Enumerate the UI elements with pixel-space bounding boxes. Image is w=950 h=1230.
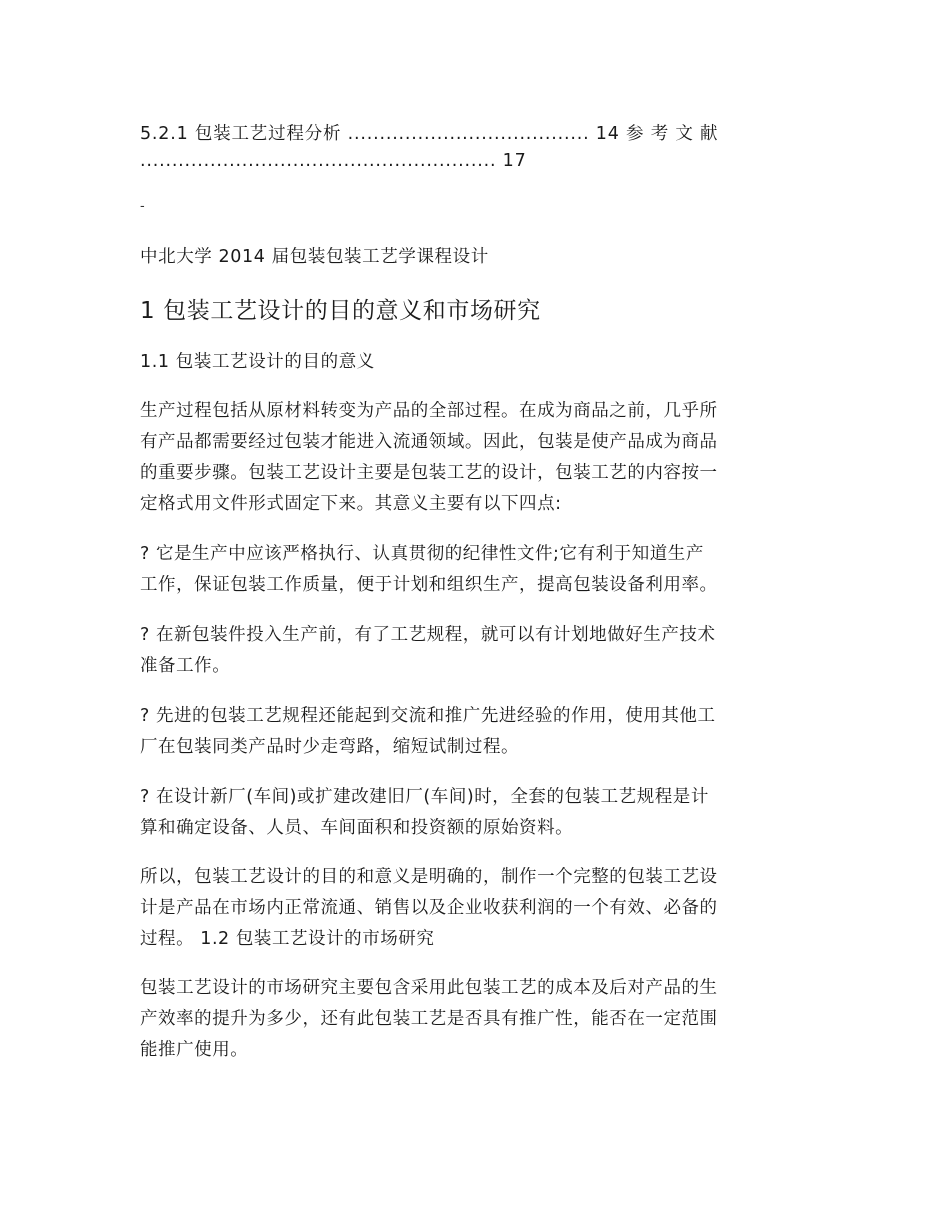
paragraph-line: 算和确定设备、人员、车间面积和投资额的原始资料。 bbox=[140, 818, 574, 838]
bullet-point-3 bbox=[140, 701, 815, 763]
paragraph-line: ? 它是生产中应该严格执行、认真贯彻的纪律性文件;它有利于知道生产 bbox=[140, 544, 704, 564]
running-header: 中北大学 2014 届包装包装工艺学课程设计 bbox=[140, 247, 489, 267]
paragraph-line: 所以，包装工艺设计的目的和意义是明确的，制作一个完整的包装工艺设 bbox=[140, 867, 718, 887]
paragraph-line: 的重要步骤。包装工艺设计主要是包装工艺的设计，包装工艺的内容按一 bbox=[140, 463, 718, 483]
paragraph-line: 能推广使用。 bbox=[140, 1040, 249, 1060]
paragraph-line: 产效率的提升为多少，还有此包装工艺是否具有推广性，能否在一定范围 bbox=[140, 1009, 718, 1029]
bullet-point-1 bbox=[140, 539, 815, 601]
toc-entry-5-2-1: 5.2.1 包装工艺过程分析 ...................................... 14 参 考 文 献 bbox=[140, 124, 719, 144]
paragraph-line: 有产品都需要经过包装才能进入流通领域。因此，包装是使产品成为商品 bbox=[140, 432, 718, 452]
bullet-point-4 bbox=[140, 782, 815, 844]
paragraph-line: 定格式用文件形式固定下来。其意义主要有以下四点: bbox=[140, 494, 562, 514]
paragraph-conclusion bbox=[140, 862, 815, 955]
chapter-heading: 1 包装工艺设计的目的意义和市场研究 bbox=[140, 298, 541, 324]
bullet-point-2 bbox=[140, 620, 815, 682]
paragraph-line: 工作，保证包装工作质量，便于计划和组织生产，提高包装设备利用率。 bbox=[140, 575, 718, 595]
paragraph-line: ? 在设计新厂(车间)或扩建改建旧厂(车间)时，全套的包装工艺规程是计 bbox=[140, 787, 709, 807]
paragraph-line: 过程。 1.2 包装工艺设计的市场研究 bbox=[140, 929, 435, 949]
page-separator: - bbox=[140, 199, 145, 214]
paragraph-market-research bbox=[140, 973, 815, 1066]
paragraph-line: 计是产品在市场内正常流通、销售以及企业收获利润的一个有效、必备的 bbox=[140, 898, 718, 918]
paragraph-production-process bbox=[140, 396, 815, 520]
paragraph-line: ? 先进的包装工艺规程还能起到交流和推广先进经验的作用，使用其他工 bbox=[140, 706, 716, 726]
paragraph-line: 准备工作。 bbox=[140, 656, 231, 676]
paragraph-line: ? 在新包装件投入生产前，有了工艺规程，就可以有计划地做好生产技术 bbox=[140, 625, 716, 645]
paragraph-line: 包装工艺设计的市场研究主要包含采用此包装工艺的成本及后对产品的生 bbox=[140, 978, 718, 998]
toc-entry-references: ........................................................ 17 bbox=[140, 151, 527, 171]
section-heading-1-1: 1.1 包装工艺设计的目的意义 bbox=[140, 352, 375, 372]
paragraph-line: 厂在包装同类产品时少走弯路，缩短试制过程。 bbox=[140, 737, 520, 757]
paragraph-line: 生产过程包括从原材料转变为产品的全部过程。在成为商品之前，几乎所 bbox=[140, 401, 718, 421]
